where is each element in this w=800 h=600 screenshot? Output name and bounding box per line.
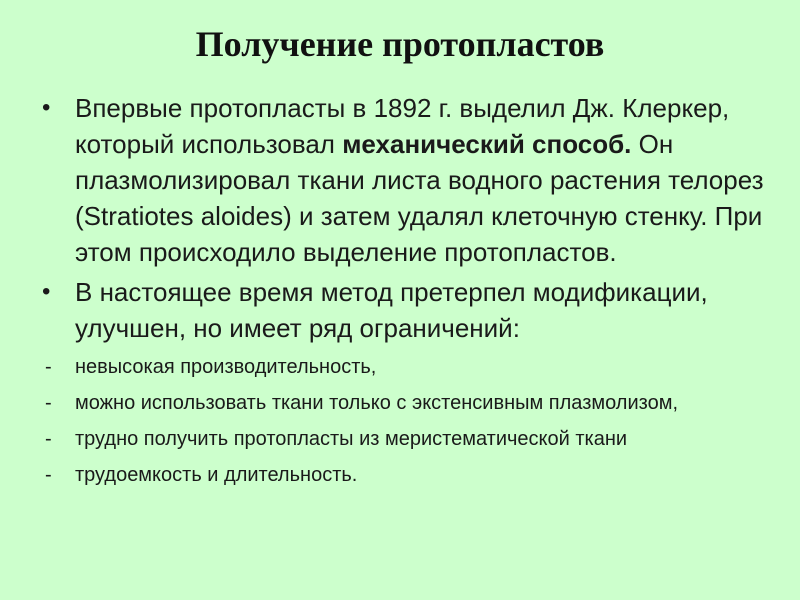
bullet-current-method — [0, 274, 800, 346]
bullet-text-part: Он плазмолизировал ткани листа водного растения телорез (Stratiotes aloides) и затем удалял клеточную стенку. При этом происходило выделение протопластов. — [75, 129, 764, 267]
limitation-item — [0, 352, 800, 382]
limitation-text: невысокая производительность, — [75, 356, 377, 378]
bullet-text-part: Впервые протопласты в 1892 г. выделил Дж. Клеркер, который использовал — [75, 93, 730, 159]
limitation-item — [0, 388, 800, 418]
bullet-text: В настоящее время метод претерпел модификации, улучшен, но имеет ряд ограничений: — [75, 277, 708, 343]
limitation-text: можно использовать ткани только с экстенсивным плазмолизом, — [75, 392, 679, 414]
slide-title: Получение протопластов — [195, 24, 605, 64]
limitation-text: трудно получить протопласты из меристематической ткани — [75, 428, 628, 450]
dash-marker: - — [45, 428, 52, 450]
limitation-text: трудоемкость и длительность. — [75, 464, 358, 486]
bullet-history — [0, 90, 800, 270]
bullet-marker: • — [42, 278, 51, 305]
slide-body — [0, 90, 800, 490]
limitation-item — [0, 460, 800, 490]
limitation-item — [0, 424, 800, 454]
bullet-marker: • — [42, 94, 51, 121]
dash-marker: - — [45, 356, 52, 378]
dash-marker: - — [45, 464, 52, 486]
bullet-bold-text: механический способ. — [342, 129, 632, 159]
dash-marker: - — [45, 392, 52, 414]
